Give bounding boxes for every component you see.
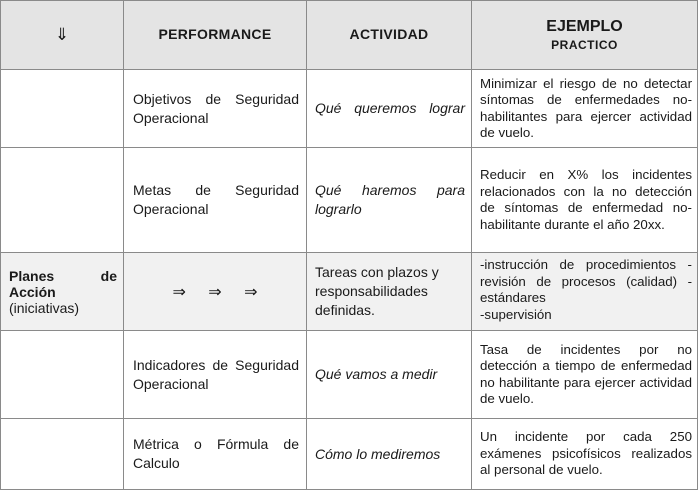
planes-title: Planes de Acción [9,267,117,300]
header-performance [124,1,307,70]
ejemplo-line: estándares [480,290,546,305]
empty-cell [1,419,124,490]
empty-cell [1,148,124,253]
ejemplo-cell: Tasa de incidentes por no detección a tiempo de enfermedad no habilitante para ejercer actividad de vuelo. [472,331,698,419]
actividad-cell [307,331,472,419]
ejemplo-cell: Un incidente por cada 250 exámenes psicofísicos realizados al personal de vuelo. [472,419,698,490]
performance-cell: Metas de Seguridad Operacional [124,148,307,253]
performance-cell: Métrica o Fórmula de Calculo [124,419,307,490]
table-row [1,70,698,148]
performance-cell: Indicadores de Seguridad Operacional [124,331,307,419]
actividad-cell [307,70,472,148]
ejemplo-cell [472,253,698,331]
ejemplo-line: -instrucción de procedimientos - [480,257,692,272]
actividad-text: Cómo lo mediremos [315,445,441,462]
header-ejemplo [472,1,698,70]
empty-cell [1,331,124,419]
actividad-cell: Tareas con plazos y responsabilidades definidas. [307,253,472,331]
header-practico-label: PRACTICO [551,38,618,52]
table-row-planes [1,253,698,331]
actividad-text: Qué queremos lograr [315,100,465,116]
table-row [1,148,698,253]
arrows-cell [124,253,307,331]
down-arrow-icon: ⇓ [54,25,70,44]
actividad-text: Qué vamos a medir [315,366,438,382]
table-row [1,419,698,490]
header-performance-label: PERFORMANCE [158,26,272,42]
actividad-text: Qué haremos para lograrlo [315,182,465,217]
header-ejemplo-label: EJEMPLO [546,18,623,35]
header-actividad [307,1,472,70]
right-arrow-icons: ⇒ ⇒ ⇒ [172,283,258,301]
performance-cell: Objetivos de Seguridad Operacional [124,70,307,148]
table-row [1,331,698,419]
empty-cell [1,70,124,148]
ejemplo-line: revisión de procesos (calidad) - [480,273,692,289]
header-arrow-cell [1,1,124,70]
ejemplo-cell: Reducir en X% los incidentes relacionados con la no detección de síntomas de enfermedad no-habilitante durante el año 20xx. [472,148,698,253]
ejemplo-line: -supervisión [480,306,552,322]
planes-subtitle: (iniciativas) [9,299,80,316]
planes-cell [1,253,124,331]
actividad-cell [307,148,472,253]
actividad-cell [307,419,472,490]
ejemplo-cell: Minimizar el riesgo de no detectar síntomas de enfermedades no-habilitantes para ejercer actividad de vuelo. [472,70,698,148]
header-actividad-label: ACTIVIDAD [349,26,429,42]
header-row [1,1,698,70]
